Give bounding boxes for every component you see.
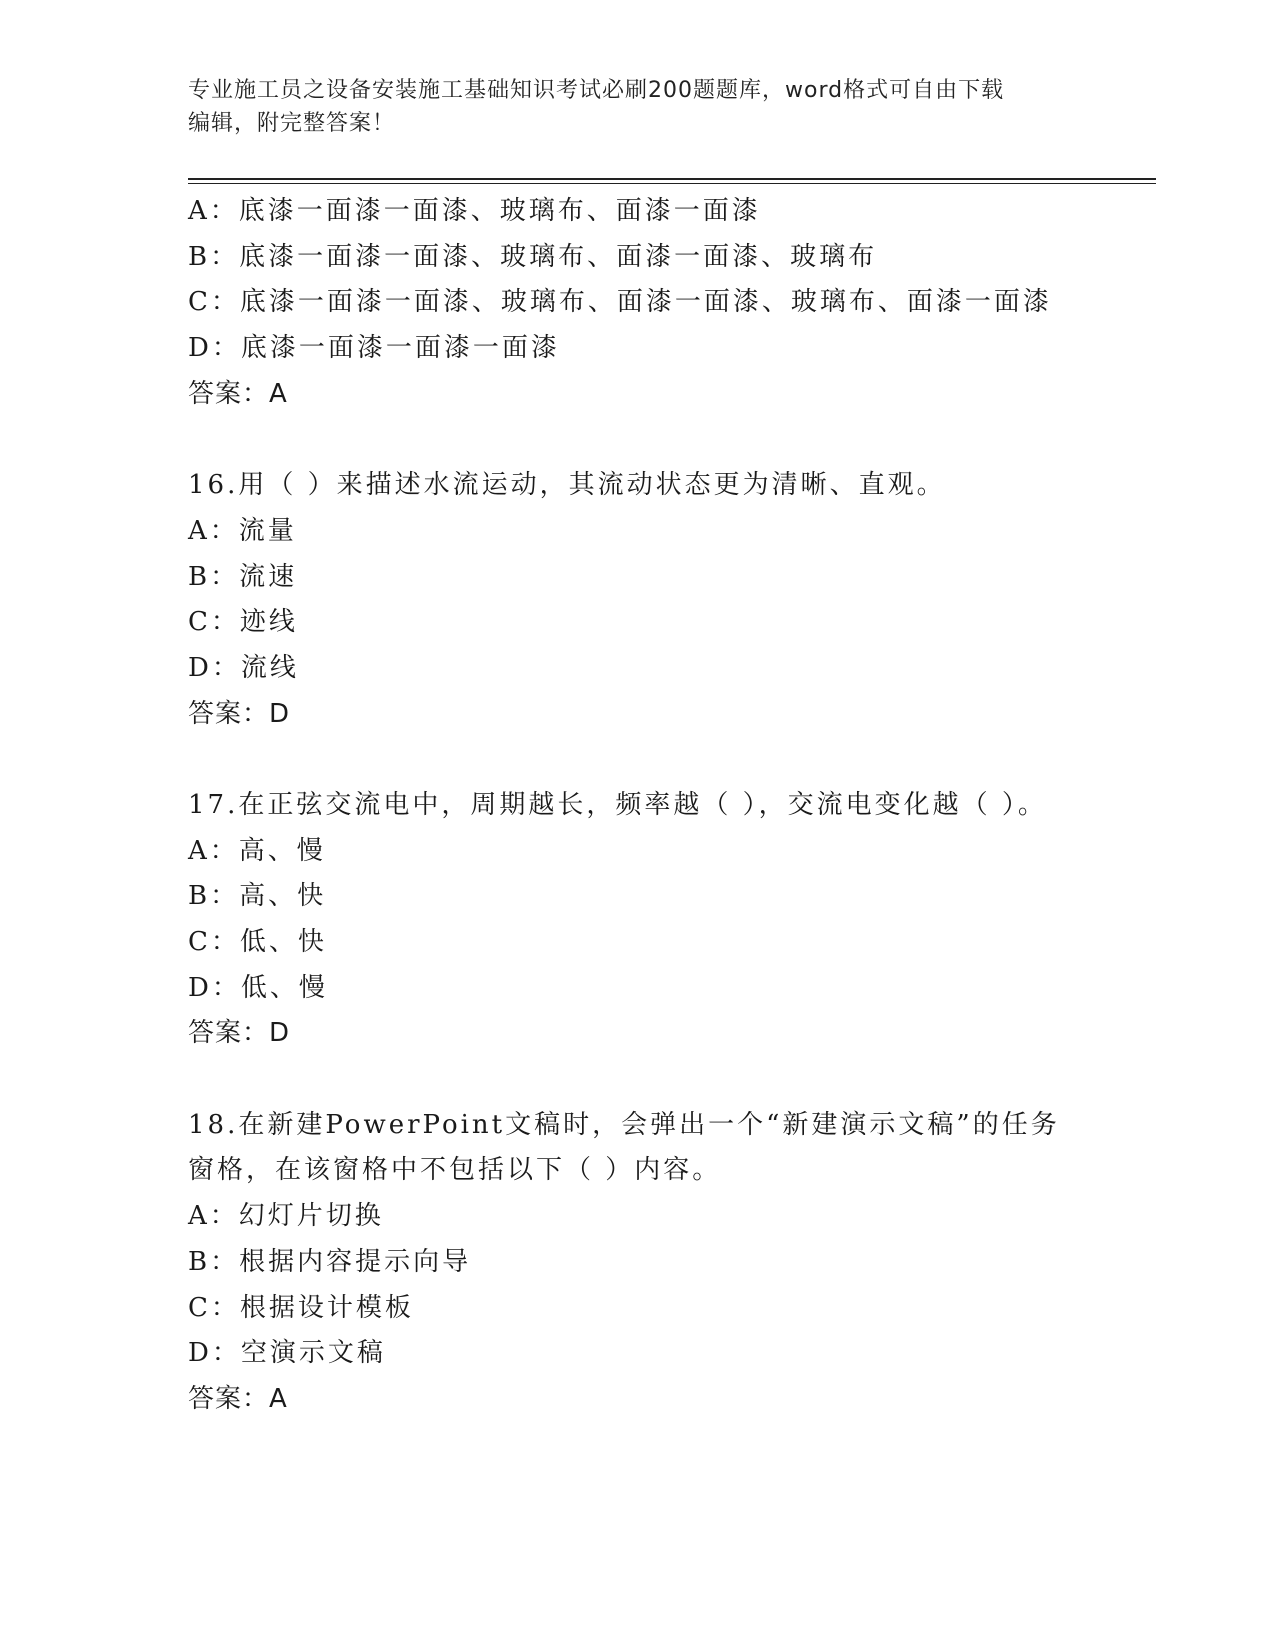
spacer xyxy=(188,417,1088,463)
option-a: A：高、慢 xyxy=(188,835,326,866)
answer-line: 答案：A xyxy=(188,1383,288,1414)
header-line-2: 编辑，附完整答案！ xyxy=(188,111,396,136)
option-c: C：低、快 xyxy=(188,927,327,957)
option-d: D：流线 xyxy=(188,652,299,683)
document-header xyxy=(188,74,1068,140)
header-divider-thick xyxy=(188,178,1156,180)
answer-line: 答案：A xyxy=(188,378,288,409)
header-line-1: 专业施工员之设备安装施工基础知识考试必刷200题题库，word格式可自由下载 xyxy=(188,78,1005,103)
option-a: A：底漆一面漆一面漆、玻璃布、面漆一面漆 xyxy=(188,196,761,226)
option-a: A：流量 xyxy=(188,515,297,546)
question-stem-line-2: 窗格，在该窗格中不包括以下（ ）内容。 xyxy=(188,1155,722,1186)
option-d: D：空演示文稿 xyxy=(188,1338,386,1369)
question-stem-line-1: 18.在新建PowerPoint文稿时，会弹出一个“新建演示文稿”的任务 xyxy=(188,1109,1060,1140)
spacer xyxy=(188,1057,1088,1103)
question-17 xyxy=(188,783,1088,1057)
option-c: C：迹线 xyxy=(188,607,298,638)
option-b: B：高、快 xyxy=(188,881,327,912)
option-d: D：低、慢 xyxy=(188,972,328,1003)
option-b: B：底漆一面漆一面漆、玻璃布、面漆一面漆、玻璃布 xyxy=(188,241,878,272)
option-a: A：幻灯片切换 xyxy=(188,1201,384,1232)
question-15 xyxy=(188,189,1088,417)
spacer xyxy=(188,737,1088,783)
question-list xyxy=(188,189,1088,1423)
question-18 xyxy=(188,1103,1088,1423)
answer-line: 答案：D xyxy=(188,1018,291,1049)
option-c: C：底漆一面漆一面漆、玻璃布、面漆一面漆、玻璃布、面漆一面漆 xyxy=(188,287,1052,318)
question-stem: 16.用（ ）来描述水流运动，其流动状态更为清晰、直观。 xyxy=(188,470,946,501)
option-b: B：流速 xyxy=(188,561,298,592)
option-b: B：根据内容提示向导 xyxy=(188,1246,472,1277)
question-stem: 17.在正弦交流电中，周期越长，频率越（ ），交流电变化越（ ）。 xyxy=(188,789,1047,820)
option-c: C：根据设计模板 xyxy=(188,1292,414,1323)
answer-line: 答案：D xyxy=(188,698,291,729)
header-divider-thin xyxy=(188,183,1156,184)
option-d: D：底漆一面漆一面漆一面漆 xyxy=(188,333,560,364)
question-16 xyxy=(188,463,1088,737)
